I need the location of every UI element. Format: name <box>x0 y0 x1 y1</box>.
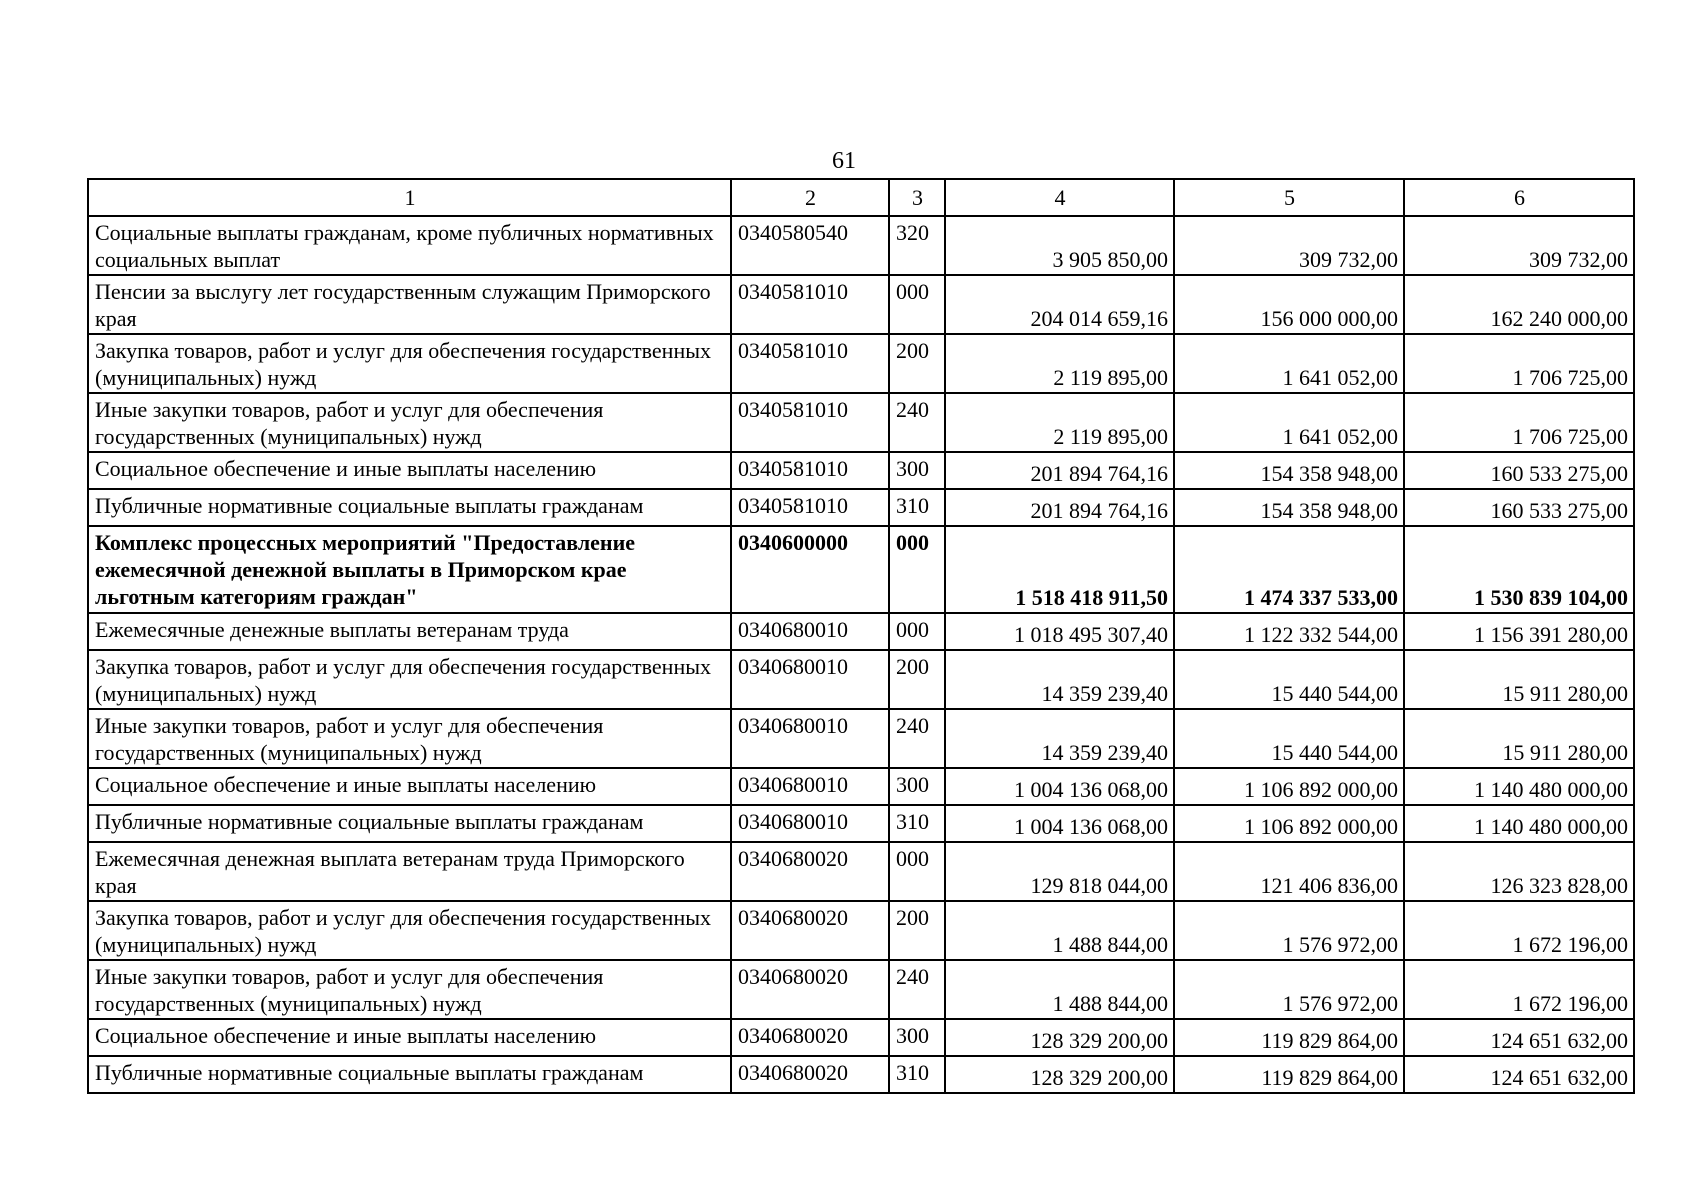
row-expense-type: 200 <box>889 901 945 960</box>
row-amount-col5: 1 576 972,00 <box>1174 901 1404 960</box>
row-name: Публичные нормативные социальные выплаты гражданам <box>88 489 731 526</box>
table-header <box>88 179 1634 216</box>
header-row <box>88 179 1634 216</box>
table-body <box>88 216 1634 1093</box>
table-row <box>88 709 1634 768</box>
row-amount-col5: 1 106 892 000,00 <box>1174 768 1404 805</box>
table-row <box>88 901 1634 960</box>
row-expense-type: 240 <box>889 393 945 452</box>
table-row <box>88 1019 1634 1056</box>
row-expense-type: 300 <box>889 768 945 805</box>
row-target-code: 0340680020 <box>731 960 889 1019</box>
row-target-code: 0340581010 <box>731 393 889 452</box>
table-row <box>88 650 1634 709</box>
row-amount-col6: 15 911 280,00 <box>1404 709 1634 768</box>
row-expense-type: 310 <box>889 805 945 842</box>
row-target-code: 0340680010 <box>731 650 889 709</box>
row-amount-col6: 1 140 480 000,00 <box>1404 768 1634 805</box>
row-expense-type: 240 <box>889 960 945 1019</box>
row-amount-col5: 119 829 864,00 <box>1174 1056 1404 1093</box>
row-name: Ежемесячные денежные выплаты ветеранам труда <box>88 613 731 650</box>
col-header-4: 4 <box>945 179 1174 216</box>
row-amount-col6: 1 156 391 280,00 <box>1404 613 1634 650</box>
row-target-code: 0340680010 <box>731 768 889 805</box>
col-header-1: 1 <box>88 179 731 216</box>
row-target-code: 0340680020 <box>731 1019 889 1056</box>
row-name: Иные закупки товаров, работ и услуг для обеспечения государственных (муниципальных) нужд <box>88 960 731 1019</box>
table-row <box>88 805 1634 842</box>
row-amount-col6: 15 911 280,00 <box>1404 650 1634 709</box>
row-amount-col5: 154 358 948,00 <box>1174 452 1404 489</box>
row-amount-col6: 1 706 725,00 <box>1404 334 1634 393</box>
row-amount-col6: 126 323 828,00 <box>1404 842 1634 901</box>
row-amount-col4: 204 014 659,16 <box>945 275 1174 334</box>
row-amount-col5: 119 829 864,00 <box>1174 1019 1404 1056</box>
row-name: Социальное обеспечение и иные выплаты населению <box>88 768 731 805</box>
row-expense-type: 000 <box>889 526 945 613</box>
row-target-code: 0340581010 <box>731 489 889 526</box>
row-amount-col5: 15 440 544,00 <box>1174 650 1404 709</box>
row-amount-col5: 1 641 052,00 <box>1174 393 1404 452</box>
row-amount-col4: 128 329 200,00 <box>945 1019 1174 1056</box>
col-header-6: 6 <box>1404 179 1634 216</box>
table-row <box>88 334 1634 393</box>
table-row <box>88 960 1634 1019</box>
row-amount-col5: 1 576 972,00 <box>1174 960 1404 1019</box>
row-amount-col6: 124 651 632,00 <box>1404 1056 1634 1093</box>
row-amount-col4: 2 119 895,00 <box>945 334 1174 393</box>
row-name: Иные закупки товаров, работ и услуг для обеспечения государственных (муниципальных) нужд <box>88 709 731 768</box>
row-name: Комплекс процессных мероприятий "Предоставление ежемесячной денежной выплаты в Приморском крае льготным категориям граждан" <box>88 526 731 613</box>
page-number <box>0 147 1698 175</box>
row-target-code: 0340581010 <box>731 275 889 334</box>
row-name: Иные закупки товаров, работ и услуг для обеспечения государственных (муниципальных) нужд <box>88 393 731 452</box>
col-header-2: 2 <box>731 179 889 216</box>
row-target-code: 0340680020 <box>731 901 889 960</box>
row-amount-col4: 14 359 239,40 <box>945 709 1174 768</box>
row-amount-col6: 124 651 632,00 <box>1404 1019 1634 1056</box>
row-target-code: 0340680020 <box>731 842 889 901</box>
row-amount-col6: 309 732,00 <box>1404 216 1634 275</box>
page-number-text: 61 <box>832 148 856 174</box>
table-row <box>88 768 1634 805</box>
row-expense-type: 200 <box>889 334 945 393</box>
row-amount-col4: 14 359 239,40 <box>945 650 1174 709</box>
row-amount-col4: 1 018 495 307,40 <box>945 613 1174 650</box>
table-row-section <box>88 526 1634 613</box>
row-target-code: 0340581010 <box>731 334 889 393</box>
row-target-code: 0340680010 <box>731 805 889 842</box>
row-amount-col4: 1 488 844,00 <box>945 960 1174 1019</box>
row-amount-col6: 160 533 275,00 <box>1404 452 1634 489</box>
row-name: Закупка товаров, работ и услуг для обеспечения государственных (муниципальных) нужд <box>88 650 731 709</box>
row-amount-col6: 1 706 725,00 <box>1404 393 1634 452</box>
table-row <box>88 275 1634 334</box>
row-target-code: 0340580540 <box>731 216 889 275</box>
table-row <box>88 452 1634 489</box>
row-amount-col4: 128 329 200,00 <box>945 1056 1174 1093</box>
row-amount-col6: 1 530 839 104,00 <box>1404 526 1634 613</box>
row-name: Ежемесячная денежная выплата ветеранам труда Приморского края <box>88 842 731 901</box>
table-row <box>88 613 1634 650</box>
table-row <box>88 1056 1634 1093</box>
row-target-code: 0340680010 <box>731 709 889 768</box>
row-amount-col4: 1 004 136 068,00 <box>945 768 1174 805</box>
row-target-code: 0340600000 <box>731 526 889 613</box>
row-amount-col4: 2 119 895,00 <box>945 393 1174 452</box>
row-amount-col6: 1 140 480 000,00 <box>1404 805 1634 842</box>
row-name: Социальные выплаты гражданам, кроме публичных нормативных социальных выплат <box>88 216 731 275</box>
row-amount-col6: 1 672 196,00 <box>1404 901 1634 960</box>
row-target-code: 0340581010 <box>731 452 889 489</box>
row-amount-col6: 160 533 275,00 <box>1404 489 1634 526</box>
row-amount-col4: 1 518 418 911,50 <box>945 526 1174 613</box>
row-amount-col4: 129 818 044,00 <box>945 842 1174 901</box>
row-amount-col5: 1 641 052,00 <box>1174 334 1404 393</box>
row-expense-type: 000 <box>889 613 945 650</box>
row-expense-type: 200 <box>889 650 945 709</box>
col-header-5: 5 <box>1174 179 1404 216</box>
row-expense-type: 310 <box>889 1056 945 1093</box>
row-expense-type: 320 <box>889 216 945 275</box>
row-name: Социальное обеспечение и иные выплаты населению <box>88 1019 731 1056</box>
row-name: Публичные нормативные социальные выплаты гражданам <box>88 1056 731 1093</box>
row-amount-col5: 15 440 544,00 <box>1174 709 1404 768</box>
table-row <box>88 393 1634 452</box>
row-amount-col6: 1 672 196,00 <box>1404 960 1634 1019</box>
col-header-3: 3 <box>889 179 945 216</box>
row-amount-col5: 156 000 000,00 <box>1174 275 1404 334</box>
row-amount-col5: 154 358 948,00 <box>1174 489 1404 526</box>
row-amount-col6: 162 240 000,00 <box>1404 275 1634 334</box>
row-name: Закупка товаров, работ и услуг для обеспечения государственных (муниципальных) нужд <box>88 334 731 393</box>
row-name: Социальное обеспечение и иные выплаты населению <box>88 452 731 489</box>
table-row <box>88 842 1634 901</box>
row-expense-type: 300 <box>889 452 945 489</box>
row-expense-type: 000 <box>889 842 945 901</box>
row-amount-col5: 1 122 332 544,00 <box>1174 613 1404 650</box>
row-name: Закупка товаров, работ и услуг для обеспечения государственных (муниципальных) нужд <box>88 901 731 960</box>
table-row <box>88 489 1634 526</box>
row-expense-type: 310 <box>889 489 945 526</box>
row-expense-type: 300 <box>889 1019 945 1056</box>
row-target-code: 0340680020 <box>731 1056 889 1093</box>
row-amount-col5: 1 474 337 533,00 <box>1174 526 1404 613</box>
row-expense-type: 240 <box>889 709 945 768</box>
row-name: Пенсии за выслугу лет государственным служащим Приморского края <box>88 275 731 334</box>
row-amount-col4: 1 004 136 068,00 <box>945 805 1174 842</box>
row-amount-col5: 309 732,00 <box>1174 216 1404 275</box>
row-amount-col4: 3 905 850,00 <box>945 216 1174 275</box>
row-amount-col5: 1 106 892 000,00 <box>1174 805 1404 842</box>
table-row <box>88 216 1634 275</box>
row-amount-col5: 121 406 836,00 <box>1174 842 1404 901</box>
budget-table <box>87 178 1635 1094</box>
row-amount-col4: 201 894 764,16 <box>945 452 1174 489</box>
row-target-code: 0340680010 <box>731 613 889 650</box>
row-amount-col4: 201 894 764,16 <box>945 489 1174 526</box>
row-expense-type: 000 <box>889 275 945 334</box>
row-amount-col4: 1 488 844,00 <box>945 901 1174 960</box>
row-name: Публичные нормативные социальные выплаты гражданам <box>88 805 731 842</box>
